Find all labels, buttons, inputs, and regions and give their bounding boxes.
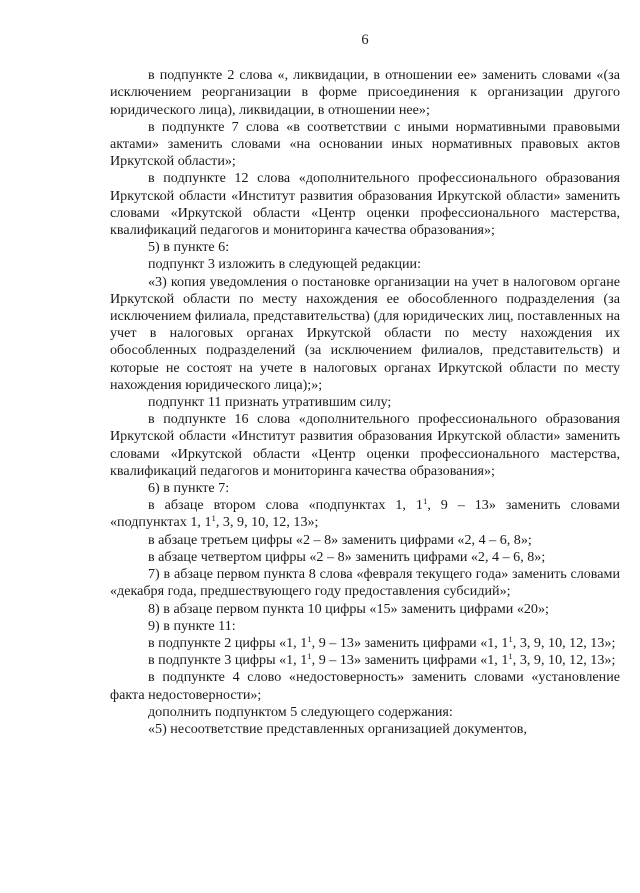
paragraph: дополнить подпунктом 5 следующего содержания: xyxy=(148,703,453,720)
paragraph xyxy=(110,635,620,652)
paragraph xyxy=(110,497,620,531)
paragraph: в подпункте 7 слова «в соответствии с иными нормативными правовыми актами» заменить словами «на основании иных нормативных правовых актов Иркутской области»; xyxy=(110,118,620,170)
paragraph: в подпункте 16 слова «дополнительного профессионального образования Иркутской области «Институт развития образования Иркутской области» заменить словами «Иркутской области «Центр оценки профессионального мастерства, квалификаций педагогов и мониторинга качества образования»; xyxy=(110,411,620,479)
text-run: , 9 – 13» заменить цифрами «1, 1 xyxy=(311,652,509,669)
paragraph: «3) копия уведомления о постановке организации на учет в налоговом органе Иркутской области по месту нахождения ее обособленного подразделения (за исключением филиала, представительства) (для юридических лиц, поставленных на учет в налоговых органах Иркутской области по месту нахождения их обособленных подразделений (за исключением филиалов, представительств) и которые не состоят на учете в налоговых органах Иркутской области по месту нахождения юридического лица);»; xyxy=(110,273,620,393)
document-body xyxy=(110,67,620,738)
paragraph: 7) в абзаце первом пункта 8 слова «февраля текущего года» заменить словами «декабря года, предшествующего году предоставления субсидий»; xyxy=(110,566,620,600)
paragraph: 5) в пункте 6: xyxy=(148,239,230,256)
paragraph: «5) несоответствие представленных организацией документов, xyxy=(148,720,527,737)
text-run: в абзаце втором слова «подпунктах 1, 1 xyxy=(148,497,423,514)
text-run: в подпункте 2 цифры «1, 1 xyxy=(148,634,308,651)
paragraph: в подпункте 2 слова «, ликвидации, в отношении ее» заменить словами «(за исключением реорганизации в форме присоединения к организации другого юридического лица), ликвидации, в отношении нее»; xyxy=(110,67,620,118)
text-run: , 3, 9, 10, 12, 13»; xyxy=(512,634,616,651)
superscript: 1 xyxy=(422,496,428,507)
paragraph: 8) в абзаце первом пункта 10 цифры «15» заменить цифрами «20»; xyxy=(148,600,549,617)
text-run: в подпункте 3 цифры «1, 1 xyxy=(148,652,308,669)
paragraph: в подпункте 4 слово «недостоверность» заменить словами «установление факта недостоверности»; xyxy=(110,669,620,703)
page-number: 6 xyxy=(361,32,369,48)
text-run: , 3, 9, 10, 12, 13»; xyxy=(512,652,616,669)
paragraph: в абзаце четвертом цифры «2 – 8» заменить цифрами «2, 4 – 6, 8»; xyxy=(148,548,546,565)
text-run: , 9 – 13» заменить цифрами «1, 1 xyxy=(311,634,509,651)
superscript: 1 xyxy=(307,651,312,662)
paragraph xyxy=(110,652,620,669)
text-run: , 9 – 13» заменить словами «подпунктах 1, 1 xyxy=(110,497,620,531)
paragraph: 6) в пункте 7: xyxy=(148,480,230,497)
paragraph: подпункт 11 признать утратившим силу; xyxy=(148,394,392,411)
paragraph: 9) в пункте 11: xyxy=(148,617,236,634)
superscript: 1 xyxy=(508,634,513,645)
superscript: 1 xyxy=(211,513,216,524)
paragraph: в подпункте 12 слова «дополнительного профессионального образования Иркутской области «Институт развития образования Иркутской области» заменить словами «Иркутской области «Центр оценки профессионального мастерства, квалификаций педагогов и мониторинга качества образования»; xyxy=(110,170,620,239)
document-page xyxy=(110,32,620,738)
paragraph: в абзаце третьем цифры «2 – 8» заменить цифрами «2, 4 – 6, 8»; xyxy=(148,531,532,548)
superscript: 1 xyxy=(508,651,513,662)
superscript: 1 xyxy=(307,634,312,645)
paragraph: подпункт 3 изложить в следующей редакции: xyxy=(148,256,422,273)
text-run: , 3, 9, 10, 12, 13»; xyxy=(215,514,319,531)
